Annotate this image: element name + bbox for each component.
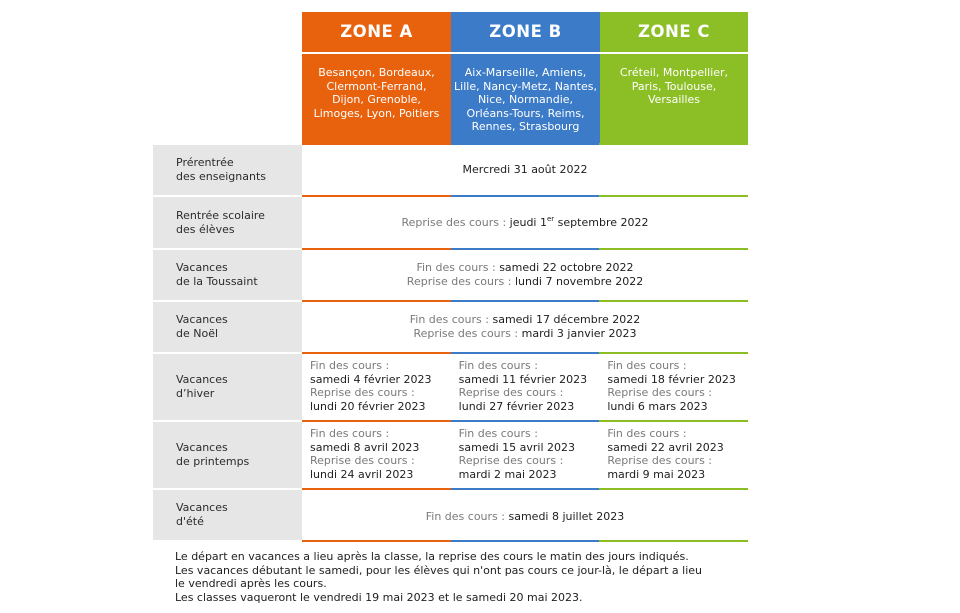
zone-divider	[302, 540, 748, 542]
header-divider	[302, 143, 748, 145]
fin-label: Fin des cours :	[409, 313, 493, 326]
fin-date: samedi 22 octobre 2022	[499, 261, 634, 274]
reprise-line	[402, 216, 649, 230]
row-rentree-scolaire	[153, 197, 748, 248]
reprise-date: jeudi 1	[509, 215, 547, 229]
zone-c-cell	[599, 422, 748, 488]
label-line: Vacances	[176, 313, 228, 326]
fin-line	[426, 510, 625, 524]
reprise-label: Reprise des cours :	[406, 275, 515, 288]
row-content	[302, 145, 748, 195]
label-line: Vacances	[176, 261, 228, 274]
city-line: Clermont-Ferrand,	[326, 79, 427, 93]
reprise-date-rest: septembre 2022	[554, 215, 649, 229]
zone-b-header	[451, 12, 600, 143]
reprise-label: Reprise des cours :	[413, 327, 522, 340]
row-prerentree	[153, 145, 748, 195]
reprise-label: Reprise des cours :	[310, 386, 415, 399]
city-line: Besançon, Bordeaux,	[318, 66, 435, 79]
fin-date: samedi 11 février 2023	[458, 372, 588, 386]
city-line: Limoges, Lyon, Poitiers	[313, 106, 440, 120]
fin-label: Fin des cours :	[310, 427, 390, 440]
footer-line: le vendredi après les cours.	[175, 577, 327, 591]
fin-label: Fin des cours :	[425, 510, 509, 523]
row-noel	[153, 302, 748, 352]
fin-date: samedi 18 février 2023	[607, 372, 736, 386]
row-content	[302, 490, 748, 540]
city-line: Rennes, Strasbourg	[471, 120, 580, 134]
row-toussaint	[153, 250, 748, 300]
reprise-line	[407, 275, 643, 289]
label-line: Vacances	[176, 441, 228, 454]
city-line: Nice, Normandie,	[477, 93, 574, 107]
city-line: Créteil, Montpellier,	[619, 66, 729, 79]
label-line: de Noël	[176, 327, 219, 340]
reprise-date: mardi 2 mai 2023	[458, 467, 557, 481]
city-line: Paris, Toulouse,	[631, 79, 717, 93]
reprise-label: Reprise des cours :	[458, 386, 564, 399]
city-line: Dijon, Grenoble,	[332, 93, 421, 107]
fin-label: Fin des cours :	[458, 427, 538, 440]
reprise-label: Reprise des cours :	[607, 386, 712, 399]
zone-c-cell	[599, 354, 748, 420]
reprise-date: lundi 7 novembre 2022	[514, 275, 644, 288]
city-line: Aix-Marseille, Amiens,	[464, 66, 587, 79]
label-line: Prérentrée	[176, 156, 234, 169]
zone-c-cities	[600, 54, 748, 107]
row-printemps	[153, 422, 748, 488]
reprise-date: lundi 6 mars 2023	[607, 399, 708, 413]
row-label	[153, 302, 302, 352]
reprise-date: lundi 20 février 2023	[310, 399, 426, 413]
label-line: d'été	[176, 515, 204, 528]
zone-a-cell	[302, 422, 451, 488]
zone-a-header	[302, 12, 451, 143]
fin-date: samedi 8 juillet 2023	[508, 510, 625, 523]
fin-label: Fin des cours :	[607, 427, 687, 440]
reprise-label: Reprise des cours :	[310, 454, 415, 467]
fin-label: Fin des cours :	[458, 359, 538, 372]
reprise-date: mardi 9 mai 2023	[607, 467, 706, 481]
reprise-label: Reprise des cours :	[401, 215, 510, 229]
reprise-date: lundi 24 avril 2023	[310, 467, 414, 481]
city-line: Versailles	[647, 93, 701, 107]
label-line: Vacances	[176, 373, 228, 386]
row-ete	[153, 490, 748, 540]
label-line: Rentrée scolaire	[176, 208, 265, 222]
row-label	[153, 197, 302, 248]
fin-label: Fin des cours :	[607, 359, 687, 372]
zone-c-header	[600, 12, 748, 143]
zone-b-cell	[451, 354, 600, 420]
fin-line	[410, 313, 641, 327]
row-label	[153, 354, 302, 420]
row-label	[153, 145, 302, 195]
footer-line: Le départ en vacances a lieu après la classe, la reprise des cours le matin des jours indiqués.	[175, 550, 689, 563]
row-content	[302, 354, 748, 420]
fin-date: samedi 4 février 2023	[310, 372, 432, 386]
zone-b-cities	[451, 54, 600, 134]
footer-line: Les vacances débutant le samedi, pour les élèves qui n'ont pas cours ce jour-là, le départ a lieu	[175, 563, 703, 577]
row-hiver	[153, 354, 748, 420]
reprise-line	[413, 327, 636, 341]
label-line: d’hiver	[176, 387, 215, 400]
date-text: Mercredi 31 août 2022	[462, 163, 588, 176]
zone-a-cities	[302, 54, 451, 120]
city-line: Lille, Nancy-Metz, Nantes,	[454, 79, 597, 93]
footer-line: Les classes vaqueront le vendredi 19 mai 2023 et le samedi 20 mai 2023.	[175, 590, 583, 604]
reprise-date: mardi 3 janvier 2023	[521, 327, 637, 340]
ordinal-suffix: er	[547, 214, 555, 223]
reprise-label: Reprise des cours :	[607, 454, 712, 467]
zone-b-title: ZONE B	[451, 12, 600, 54]
fin-label: Fin des cours :	[416, 261, 500, 274]
city-line: Orléans-Tours, Reims,	[466, 106, 585, 120]
row-content	[302, 422, 748, 488]
label-line: Vacances	[176, 501, 228, 514]
fin-date: samedi 17 décembre 2022	[492, 313, 641, 326]
zone-a-title: ZONE A	[302, 12, 451, 54]
fin-date: samedi 22 avril 2023	[607, 440, 724, 454]
zone-a-cell	[302, 354, 451, 420]
row-label	[153, 250, 302, 300]
label-line: des enseignants	[176, 170, 266, 183]
fin-date: samedi 15 avril 2023	[458, 440, 576, 454]
fin-date: samedi 8 avril 2023	[310, 440, 420, 454]
zone-b-cell	[451, 422, 600, 488]
reprise-label: Reprise des cours :	[458, 454, 564, 467]
reprise-date: lundi 27 février 2023	[458, 399, 575, 413]
row-content	[302, 197, 748, 248]
fin-line	[416, 261, 633, 275]
row-label	[153, 490, 302, 540]
label-line: de printemps	[176, 455, 250, 468]
row-content	[302, 250, 748, 300]
row-content	[302, 302, 748, 352]
fin-label: Fin des cours :	[310, 359, 390, 372]
row-label	[153, 422, 302, 488]
zone-c-title: ZONE C	[600, 12, 748, 54]
label-line: des élèves	[176, 222, 235, 236]
footer-notes	[175, 550, 735, 604]
label-line: de la Toussaint	[176, 275, 258, 288]
